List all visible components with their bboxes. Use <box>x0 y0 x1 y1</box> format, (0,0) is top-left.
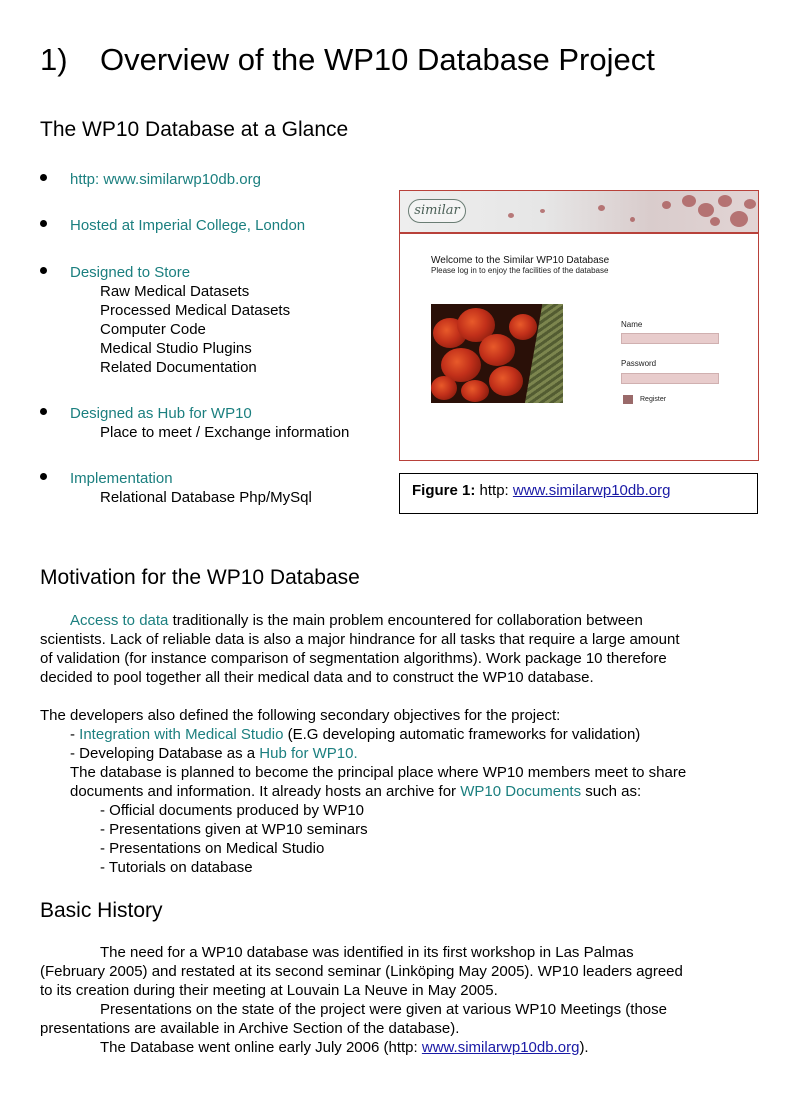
bullet-dot <box>40 220 50 230</box>
bullet-hosted: Hosted at Imperial College, London <box>70 217 306 234</box>
bullet-dot <box>40 473 50 483</box>
hub-highlight: Hub for WP10. <box>259 745 358 762</box>
objective-item <box>70 744 358 763</box>
motivation-text: traditionally is the main problem encountered for collaboration between <box>172 612 643 629</box>
store-item: Raw Medical Datasets <box>100 283 250 300</box>
bullet-dot <box>40 408 50 418</box>
history-line: to its creation during their meeting at Louvain La Neuve in May 2005. <box>40 982 498 999</box>
figure-welcome-text: Welcome to the Similar WP10 Database <box>431 255 610 266</box>
objective-item <box>70 725 640 744</box>
objective-prefix: - Developing Database as a <box>70 745 260 762</box>
motivation-heading: Motivation for the WP10 Database <box>40 566 360 589</box>
page-title <box>40 40 655 80</box>
bullet-dot <box>40 267 50 277</box>
figure-name-input <box>621 333 719 344</box>
motivation-line <box>70 611 643 630</box>
figure-password-input <box>621 373 719 384</box>
archive-item: - Official documents produced by WP10 <box>100 802 365 819</box>
history-line: presentations are available in Archive Section of the database). <box>40 1020 460 1037</box>
wp10-documents-highlight: WP10 Documents <box>460 783 582 800</box>
archive-item: - Presentations on Medical Studio <box>100 840 325 857</box>
caption-link[interactable]: www.similarwp10db.org <box>512 482 671 499</box>
store-item: Medical Studio Plugins <box>100 340 252 357</box>
caption-text: http: <box>479 482 509 499</box>
bullet-dot <box>40 174 50 184</box>
archive-item: - Presentations given at WP10 seminars <box>100 821 368 838</box>
caption-label: Figure 1: <box>412 482 476 499</box>
figure-header-banner <box>400 191 758 232</box>
blood-cells-image <box>431 304 563 403</box>
figure-register-label: Register <box>640 396 667 403</box>
archive-item: - Tutorials on database <box>100 859 253 876</box>
history-website-link[interactable]: www.similarwp10db.org <box>421 1039 580 1056</box>
objective-text: (E.G developing automatic frameworks for validation) <box>287 726 641 743</box>
access-to-data-highlight: Access to data <box>70 612 169 629</box>
glance-heading: The WP10 Database at a Glance <box>40 118 349 141</box>
description-text: such as: <box>585 783 642 800</box>
description-text: documents and information. It already hosts an archive for <box>70 783 457 800</box>
motivation-line: decided to pool together all their medical data and to construct the WP10 database. <box>40 669 594 686</box>
medical-studio-highlight: Integration with Medical Studio <box>79 726 284 743</box>
objective-description <box>70 782 641 801</box>
motivation-line: scientists. Lack of reliable data is also a major hindrance for all tasks that require a large amount <box>40 631 680 648</box>
store-item: Related Documentation <box>100 359 257 376</box>
hub-item: Place to meet / Exchange information <box>100 424 350 441</box>
objectives-intro: The developers also defined the following secondary objectives for the project: <box>40 707 561 724</box>
bullet-hub: Designed as Hub for WP10 <box>70 405 252 422</box>
figure-name-label: Name <box>621 320 643 329</box>
figure-screenshot <box>399 190 759 461</box>
section-title: Overview of the WP10 Database Project <box>100 42 655 77</box>
figure-login-prompt: Please log in to enjoy the facilities of the database <box>431 266 609 275</box>
figure-divider <box>400 232 758 234</box>
objective-description: The database is planned to become the principal place where WP10 members meet to share <box>70 764 687 781</box>
objective-prefix: - <box>70 726 80 743</box>
history-line: Presentations on the state of the project were given at various WP10 Meetings (those <box>100 1001 667 1018</box>
history-line <box>100 1038 589 1057</box>
store-item: Processed Medical Datasets <box>100 302 291 319</box>
motivation-line: of validation (for instance comparison of segmentation algorithms). Work package 10 therefore <box>40 650 667 667</box>
store-item: Computer Code <box>100 321 206 338</box>
figure-register-button <box>623 395 633 404</box>
bullet-website: http: www.similarwp10db.org <box>70 171 261 188</box>
bullet-implementation: Implementation <box>70 470 173 487</box>
section-number: 1) <box>40 42 68 77</box>
history-text: ). <box>579 1039 589 1056</box>
similar-logo: similar <box>408 199 466 223</box>
history-line: The need for a WP10 database was identified in its first workshop in Las Palmas <box>100 944 634 961</box>
figure-caption <box>399 473 758 514</box>
bullet-store: Designed to Store <box>70 264 191 281</box>
history-line: (February 2005) and restated at its second seminar (Linköping May 2005). WP10 leaders agreed <box>40 963 683 980</box>
implementation-item: Relational Database Php/MySql <box>100 489 312 506</box>
history-heading: Basic History <box>40 899 163 922</box>
history-text: The Database went online early July 2006 (http: <box>100 1039 418 1056</box>
figure-password-label: Password <box>621 359 657 368</box>
